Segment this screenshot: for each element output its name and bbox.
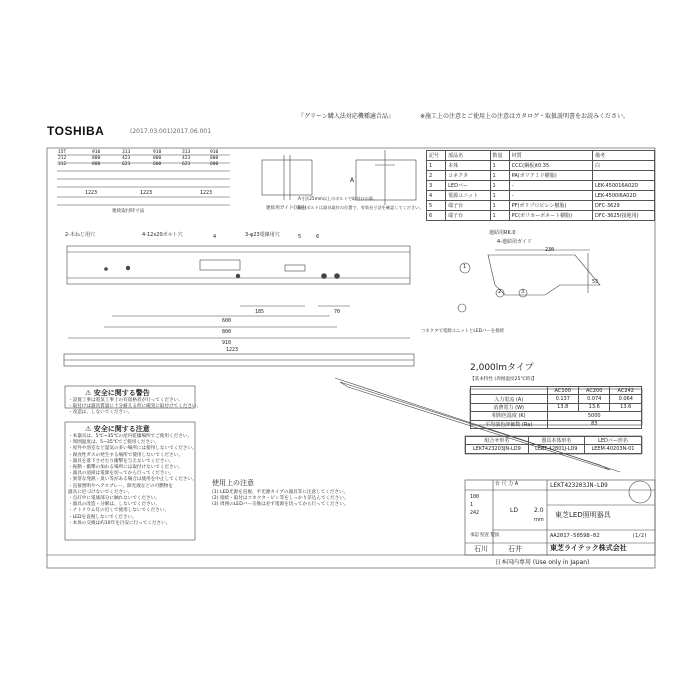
cell: - [509,191,592,201]
warning-line: ・改造は、しないでください。 [68,410,133,416]
usage-line: (2) 接続・取付はコネクタ・ピン等をしっかり差込んでください。 [212,496,349,502]
cell: 2 [427,171,446,181]
dim-col-6 [210,150,218,169]
cell: 相関色温度 (K) [471,412,548,420]
spec-table [470,386,642,429]
revision-date: (2017.03.001)2017.06.001 [130,128,212,135]
dim-cell: 910 [210,150,219,155]
warning-line: ・取付けは器具質量に十分耐える所に確実に取付けてください。 [68,404,202,410]
company-name: 東芝ライテック株式会社 [550,544,627,552]
section-marker-1: 1 [463,264,467,270]
cell: LEK-450016A02D [592,181,654,191]
safety-caution-title [85,424,150,434]
cell: 1 [427,161,446,171]
cell: LEK-4500I6A02D [592,191,654,201]
dim-cell: 800 [92,156,101,162]
caution-line: ・腐食性ガスの発生する場所で使用しないでください。 [68,452,183,458]
caution-line: ・本体の交換は約10年を目安に行ってください。 [68,520,171,526]
cell: 5 [427,201,446,211]
cell: PC(ポリカーボネート樹脂) [509,211,592,221]
cell: LEDバー [446,181,490,191]
green-purchase-note: 『グリーン購入法対応機種適合品』 [298,113,394,120]
dim-185: 185 [255,309,265,315]
bolt-note: A寸法25mm以上のボルトで取付けの事。 [298,196,378,201]
combo-table [465,436,642,454]
warning-line: ・設置工事は電気工事士の有資格者が行ってください。 [68,398,183,403]
cell: 13.6 [578,403,609,411]
warning-icon: ⚠ [85,389,92,397]
safety-caution-body [68,434,197,527]
dim-col-3 [122,150,130,169]
cell: LEEM-40203N-01 [584,445,641,453]
bolt-note-2: 取付ボルトは器具取付の位置で、有効長寸法を確認してください。 [298,205,424,210]
connection-note: 連続取付時寸法 [112,209,145,214]
usage-note-body [212,490,349,509]
dim-cell: 600 [153,162,162,168]
cell: DFC-3625(接地用) [592,211,654,221]
cell: 端子台 [446,201,490,211]
caution-line: ・異常な発熱・臭い等がある場合は使用を中止してください。 [68,477,197,483]
scale-value: 1 [470,502,474,508]
caution-line: ・本器具は、5℃~35℃の屋内乾燥場所でご使用ください。 [68,434,192,439]
dim-cell: 313 [182,150,191,155]
dim-cell: 623 [182,162,191,168]
header-cell: AC200 [578,387,609,395]
caution-line: ・器具の改造・分解は、しないでください。 [68,502,160,508]
cell: コネクタ [446,171,490,181]
bolt-hole-label: 4-12x20ボルト穴 [142,232,183,238]
dim-cell: 312 [58,162,67,168]
dim-col-4 [153,150,161,169]
dim-total-c: 1223 [200,190,213,196]
dim-cell: 910 [153,150,162,155]
caution-line: 器具に近づけないでください。 [68,489,133,495]
usage-line: (3) 周囲のLEDバー交換は必ず電源を切ってから行ってください。 [212,502,349,508]
dim-col-2 [92,150,100,169]
header-cell: AC242 [610,387,642,395]
caution-line: ・屋外や浴室など湿気の多い場所には使用しないでください。 [68,446,197,452]
cell: 入力電流 (A) [471,395,548,403]
ver-label: 2.0 [534,507,544,514]
dim-cell: 600 [210,162,219,168]
dim-cell: 800 [153,156,162,162]
product-name: 東芝LED照明器具 [555,511,611,519]
dim-cell: 423 [182,156,191,162]
cell: 4 [427,191,446,201]
scale-values [470,493,479,517]
caution-icon: ⚠ [85,425,92,433]
cell: 83 [547,420,642,428]
dim-col-1 [58,150,66,169]
cell: 1 [490,211,509,221]
usage-line: (1) LED光源を直視、平光源タイプの器具等に注意してください。 [212,490,349,495]
cell: 電源ユニット [446,191,490,201]
dim-cell: 800 [210,156,219,162]
designer-1: 石川 [474,545,488,553]
table-row [466,445,642,453]
page-indicator: (1/2) [632,533,648,539]
table-row [427,201,655,211]
safety-warning-title [85,388,150,398]
dim-cell: 313 [122,150,131,155]
table-row [471,412,642,420]
header-cell: LEDバー形名 [584,437,641,445]
ld-label: LD [510,507,518,514]
table-row [471,420,642,428]
role-label: 承認 [470,533,479,538]
cell: PF(ポリプロピレン樹脂) [509,201,592,211]
header-cell: AC100 [547,387,578,395]
section-marker-2: 2 [498,289,502,295]
marker-6: 6 [316,234,320,240]
cell: 白 [592,161,654,171]
cell: 1 [490,161,509,171]
dim-cell: 212 [58,156,67,162]
dim-800: 800 [222,329,232,335]
dim-53: 53 [592,279,599,285]
cell: PA(ポリアミド樹脂) [509,171,592,181]
dim-a-label: A [350,177,355,184]
header-cell: 材質 [509,151,592,161]
marker-5: 5 [298,234,302,240]
role-labels [470,534,499,538]
cell: CCC(鋼板)t0.35 [509,161,592,171]
footer-note: 日本国内専用 (Use only in Japan) [495,559,590,566]
section-marker-3: 3 [521,289,525,295]
cell: 13.6 [610,403,642,411]
parts-header-row [427,151,655,161]
scale-value: 242 [470,510,480,516]
lumen-type: 2,000lmタイプ [470,363,534,373]
header-cell: 数量 [490,151,509,161]
safety-warning-body [68,398,201,417]
designer-2: 石井 [508,545,522,553]
cell: DFC-3629 [592,201,654,211]
combo-header-row [466,437,642,445]
dim-1223: 1223 [226,347,239,353]
caution-note: ※施工上の注意とご使用上の注意はカタログ・取扱説明書をお読みください。 [420,113,630,120]
dim-cell: 15T [58,150,67,155]
usage-note-title: 使用上の注意 [212,479,254,487]
caution-line: ・周囲温度は、5~35℃でご使用ください。 [68,440,160,446]
dim-cell: 623 [122,162,131,168]
cell: 5000 [547,412,642,420]
table-row [427,161,655,171]
guide-label: 4-連結用ガイド [497,239,532,245]
caution-line: ・振動・衝撃の加わる場所には取付けないでください。 [68,465,183,471]
unit-label: mm [534,517,544,523]
parts-table [426,150,655,221]
header-cell: 備考 [592,151,654,161]
dim-cell: 910 [92,150,101,155]
table-row [427,171,655,181]
cell: 消費電力 (W) [471,403,548,411]
cell: 1 [490,201,509,211]
screw-hole-label: 2-木ねじ用穴 [65,232,95,238]
table-row [427,181,655,191]
header-cell: 部品名 [446,151,490,161]
rail-guide-label: 連結用ガイド(別売) [266,206,307,211]
header-cell: 記号 [427,151,446,161]
cell: 1 [490,191,509,201]
safety-caution-text: 安全に関する注意 [93,425,150,433]
part-number: LEKT423203JN-LD9 [550,482,608,489]
cell: 3 [427,181,446,191]
cell: 6 [427,211,446,221]
cell: 1 [490,171,509,181]
cable-hole-label: 3-φ23電線用穴 [245,232,280,238]
caution-line: ・直接照明やヘアスプレー、除光液などの可燃物を [68,483,173,489]
cell: 13.8 [547,403,578,411]
connect-note: コネクタで電源ユニットとLEDバーを接続 [421,329,504,334]
caution-line: ・器具を落下させたり衝撃を与えないでください。 [68,458,174,464]
cell [592,171,654,181]
dim-70: 70 [334,309,341,315]
table-row [471,403,642,411]
header-cell [471,387,548,395]
cell: - [509,181,592,191]
table-row [427,191,655,201]
cell: 端子台 [446,211,490,221]
table-row [471,395,642,403]
role-label: 照査 [480,533,489,538]
cell: 0.137 [547,395,578,403]
caution-line: ・LEDを直視しないでください。 [68,514,137,520]
drawing-number: AA2017-50598-02 [550,533,600,539]
dim-600: 600 [222,318,232,324]
connector-label: 連結用RK.0 [489,230,516,236]
dim-col-5 [182,150,190,169]
cell: 0.064 [610,395,642,403]
dim-cell: 423 [122,156,131,162]
cell: LEKT423203JN-LD9 [466,445,529,453]
scale-value: 100 [470,494,480,500]
safety-warning-text: 安全に関する警告 [93,389,150,397]
dim-910: 910 [222,340,232,346]
table-row [427,211,655,221]
cell: 平均演色評価数 (Ra) [471,420,548,428]
cell: 1 [490,181,509,191]
brand-logo: TOSHIBA [47,124,105,138]
spec-caption: 【基本特性 (周囲温度25℃時)】 [470,377,537,382]
header-cell: 組合せ形名 [466,437,529,445]
dim-230: 230 [545,247,555,253]
marker-4: 4 [213,234,217,240]
dim-total-a: 1223 [85,190,98,196]
dim-total-b: 1223 [140,190,153,196]
caution-line: ・点灯中に電球部分に触れないでください。 [68,496,160,502]
cell: 本体 [446,161,490,171]
caution-line: ・ナトリウム灯の近くで使用しないでください。 [68,508,170,514]
dim-cell: 800 [92,162,101,168]
cell: LEET-42801J-LD9 [528,445,584,453]
scale-header: 台 尺 力 A [495,481,519,487]
cell: 0.074 [578,395,609,403]
caution-line: ・器具の清掃は電源を切ってから行ってください。 [68,471,174,477]
header-cell: 器具本体形名 [528,437,584,445]
spec-header-row [471,387,642,395]
role-label: 製図 [490,533,500,538]
